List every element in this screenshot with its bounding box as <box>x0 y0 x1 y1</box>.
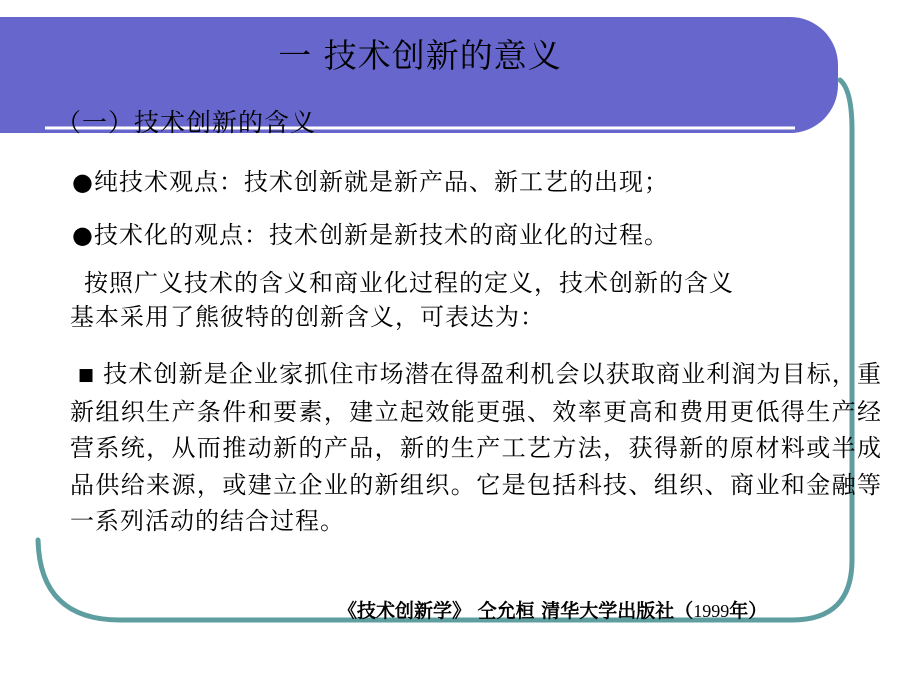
definition-block <box>70 356 882 540</box>
bullet-pure-technology-view: ●纯技术观点：技术创新就是新产品、新工艺的出现； <box>72 168 669 196</box>
bullet-commercialization-view: ●技术化的观点：技术创新是新技术的商业化的过程。 <box>72 221 669 249</box>
square-bullet-icon: ■ <box>78 365 96 385</box>
intro-paragraph <box>70 266 870 334</box>
intro-paragraph-line-2: 基本采用了熊彼特的创新含义，可表达为： <box>70 303 545 331</box>
definition-text: 技术创新是企业家抓住市场潜在得盈利机会以获取商业利润为目标，重新组织生产条件和要素，建立起效能更强、效率更高和费用更低得生产经营系统，从而推动新的产品，新的生产工艺方法，获得新的原材料或半成品供给来源，或建立企业的新组织。它是包括科技、组织、商业和金融等一系列活动的结合过程。 <box>70 360 883 535</box>
section-subtitle: （一）技术创新的含义 <box>56 108 317 137</box>
slide-title: 一 技术创新的意义 <box>278 36 562 75</box>
source-suffix: 年） <box>729 600 768 622</box>
intro-paragraph-line-1: 按照广义技术的含义和商业化过程的定义，技术创新的含义 <box>84 269 734 297</box>
source-prefix: 《技术创新学》 仝允桓 清华大学出版社（ <box>338 600 694 622</box>
source-citation <box>338 596 767 623</box>
source-year: 1999 <box>693 601 730 621</box>
